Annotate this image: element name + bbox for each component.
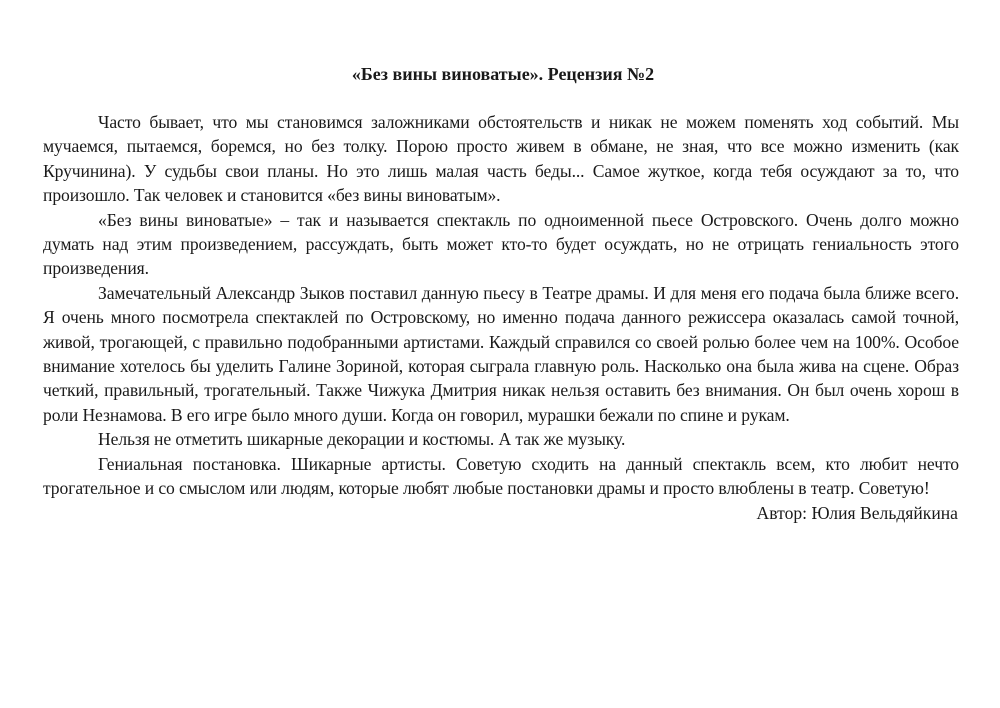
document-title: «Без вины виноватые». Рецензия №2 bbox=[351, 64, 655, 84]
paragraph-play: «Без вины виноватые» – так и называется спектакль по одноименной пьесе Островского. Очень долго можно думать над этим произведением, рассуждать, быть может кто-то будет осуждать, но не отрицать гениальность этого произведения. bbox=[43, 209, 959, 279]
paragraph-intro: Часто бывает, что мы становимся заложниками обстоятельств и никак не можем поменять ход событий. Мы мучаемся, пытаемся, боремся, но без толку. Порою просто живем в обмане, не зная, что все можно изменить (как Кручинина). У судьбы свои планы. Но это лишь малая часть беды... Самое жуткое, когда тебя осуждают за то, что произошло. Так человек и становится «без вины виноватым». bbox=[43, 112, 959, 206]
author-signature: Автор: Юлия Вельдяйкина bbox=[756, 502, 958, 523]
document-body bbox=[43, 110, 959, 501]
document-page bbox=[43, 62, 959, 525]
paragraph-decorations: Нельзя не отметить шикарные декорации и костюмы. А так же музыку. bbox=[98, 429, 626, 450]
paragraph-director: Замечательный Александр Зыков поставил данную пьесу в Театре драмы. И для меня его подача была ближе всего. Я очень много посмотрела спектаклей по Островскому, но именно подача данного режиссера оказалась самой точной, живой, трогающей, с правильно подобранными артистами. Каждый справился со своей ролью более чем на 100%. Особое внимание хотелось бы уделить Галине Зориной, которая сыграла главную роль. Насколько она была жива на сцене. Образ четкий, правильный, трогательный. Также Чижука Дмитрия никак нельзя оставить без внимания. Он был очень хорош в роли Незнамова. В его игре было много души. Когда он говорил, мурашки бежали по спине и рукам. bbox=[43, 282, 959, 425]
paragraph-conclusion: Гениальная постановка. Шикарные артисты. Советую сходить на данный спектакль всем, кто любит нечто трогательное и со смыслом или людям, которые любят любые постановки драмы и просто влюблены в театр. Советую! bbox=[43, 453, 959, 499]
